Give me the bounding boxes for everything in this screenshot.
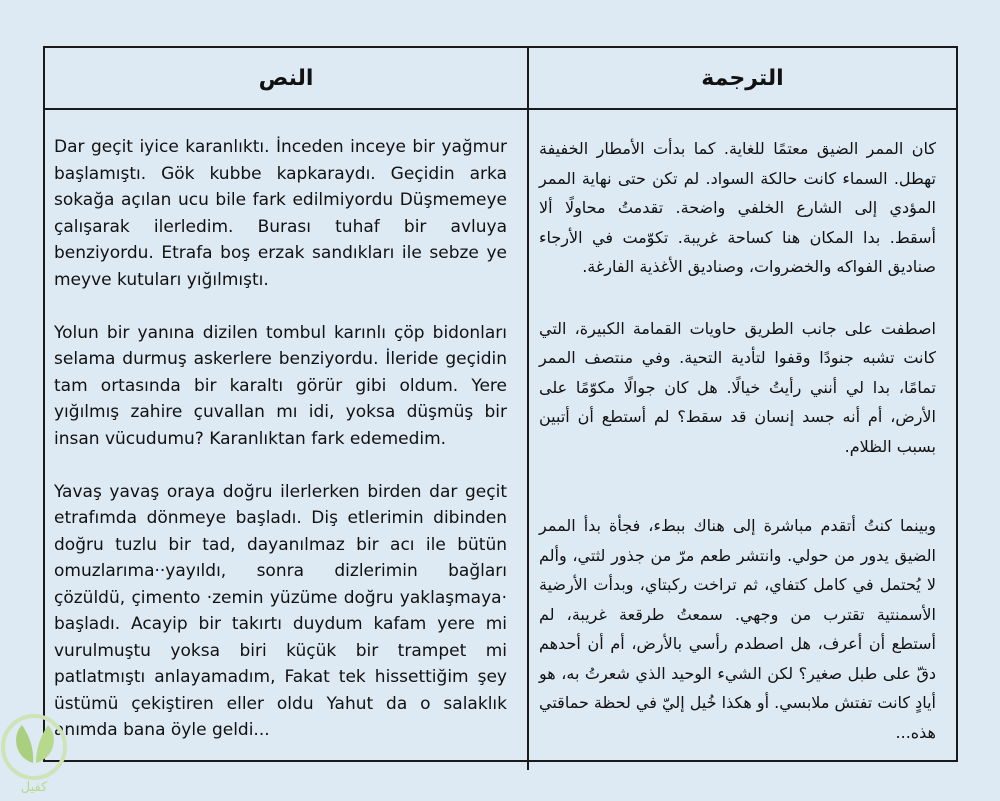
logo-ring xyxy=(3,716,65,778)
kafeel-logo xyxy=(0,705,82,801)
arabic-paragraph-1: كان الممر الضيق معتمًا للغاية. كما بدأت الأمطار الخفيفة تهطل. السماء كانت حالكة السواد. لم تكن حتى نهاية الممر المؤدي إلى الشارع الخلفي واضحة. تقدمتُ محاولًا ألا أسقط. بدا المكان هنا كساحة غريبة. تكوّمت في الأرجاء صناديق الفواكه والخضروات، وصناديق الأغذية الفارغة. xyxy=(539,139,936,276)
header-translation: الترجمة xyxy=(529,48,956,110)
turkish-paragraph-2: Yolun bir yanına dizilen tombul karınlı çöp bidonları selama durmuş askerlere benziyordu. İleride geçidin tam ortasında bir karaltı görür gibi oldum. Yere yığılmış zahire çuvallan mı idi, yoksa düşmüş bir insan vücudumu? Karanlıktan fark edemedim. xyxy=(54,322,507,449)
turkish-paragraph-3: Yavaş yavaş oraya doğru ilerlerken birden dar geçit etrafımda dönmeye başladı. Diş etlerimin dibinden doğru tuzlu bir tad, dayanılmaz bir acı ile bütün omuzlarıma··yayıldı, sonra dizlerimin bağları çözüldü, çimento ·zemin yüzüme doğru yaklaşmaya· başladı. Acayip bir takırtı duydum kafam yere mi vurulmuştu yoksa biri küçük bir trampet mi patlatmıştı anlayamadım, Fakat tek hissettiğim şey üstümü çekiştiren eller oldu Yahut da o salaklık anımda bana öyle geldi... xyxy=(54,481,507,740)
turkish-paragraph-1: Dar geçit iyice karanlıktı. İnceden inceye bir yağmur başlamıştı. Gök kubbe kapkaraydı. Geçidin arka sokağa açılan ucu bile fark edilmiyordu Düşmemeye çalışarak ilerledim. Burası tuhaf bir avluya benziyordu. Etrafa boş erzak sandıkları ile sebze ye meyve kutuları yığılmıştı. xyxy=(54,137,507,290)
arabic-paragraph-2: اصطفت على جانب الطريق حاويات القمامة الكبيرة، التي كانت تشبه جنودًا وقفوا لتأدية التحية. وفي منتصف الممر تمامًا، بدا لي أنني رأيتُ خيالًا. هل كان جوالًا مكوّمًا على الأرض، أم أنه جسد إنسان قد سقط؟ لم أستطع أن أتبين بسبب الظلام. xyxy=(539,318,936,456)
turkish-text-cell xyxy=(45,110,529,770)
logo-text: كفيل xyxy=(20,780,48,795)
header-text: النص xyxy=(45,48,529,110)
logo-leaf-right xyxy=(36,725,54,763)
translation-table xyxy=(43,46,958,762)
arabic-translation-cell xyxy=(529,110,956,770)
arabic-paragraph-3: وبينما كنتُ أتقدم مباشرة إلى هناك ببطء، فجأة بدأ الممر الضيق يدور من حولي. وانتشر طعم مرّ من جذور لثتي، وألم لا يُحتمل في كامل كتفاي، ثم تراخت ركبتاي، وبدأت الأرضية الأسمنتية تقترب من وجهي. سمعتُ طرقعة غريبة، لم أستطع أن أعرف، هل اصطدم رأسي بالأرض، أم أن أحدهم دقّ على طبل صغير؟ لكن الشيء الوحيد الذي شعرتُ به، هو أيادٍ كانت تفتش ملابسي. أو هكذا خُيل إليّ في لحظة حماقتي هذه... xyxy=(539,516,936,742)
logo-leaf-left xyxy=(16,725,33,763)
